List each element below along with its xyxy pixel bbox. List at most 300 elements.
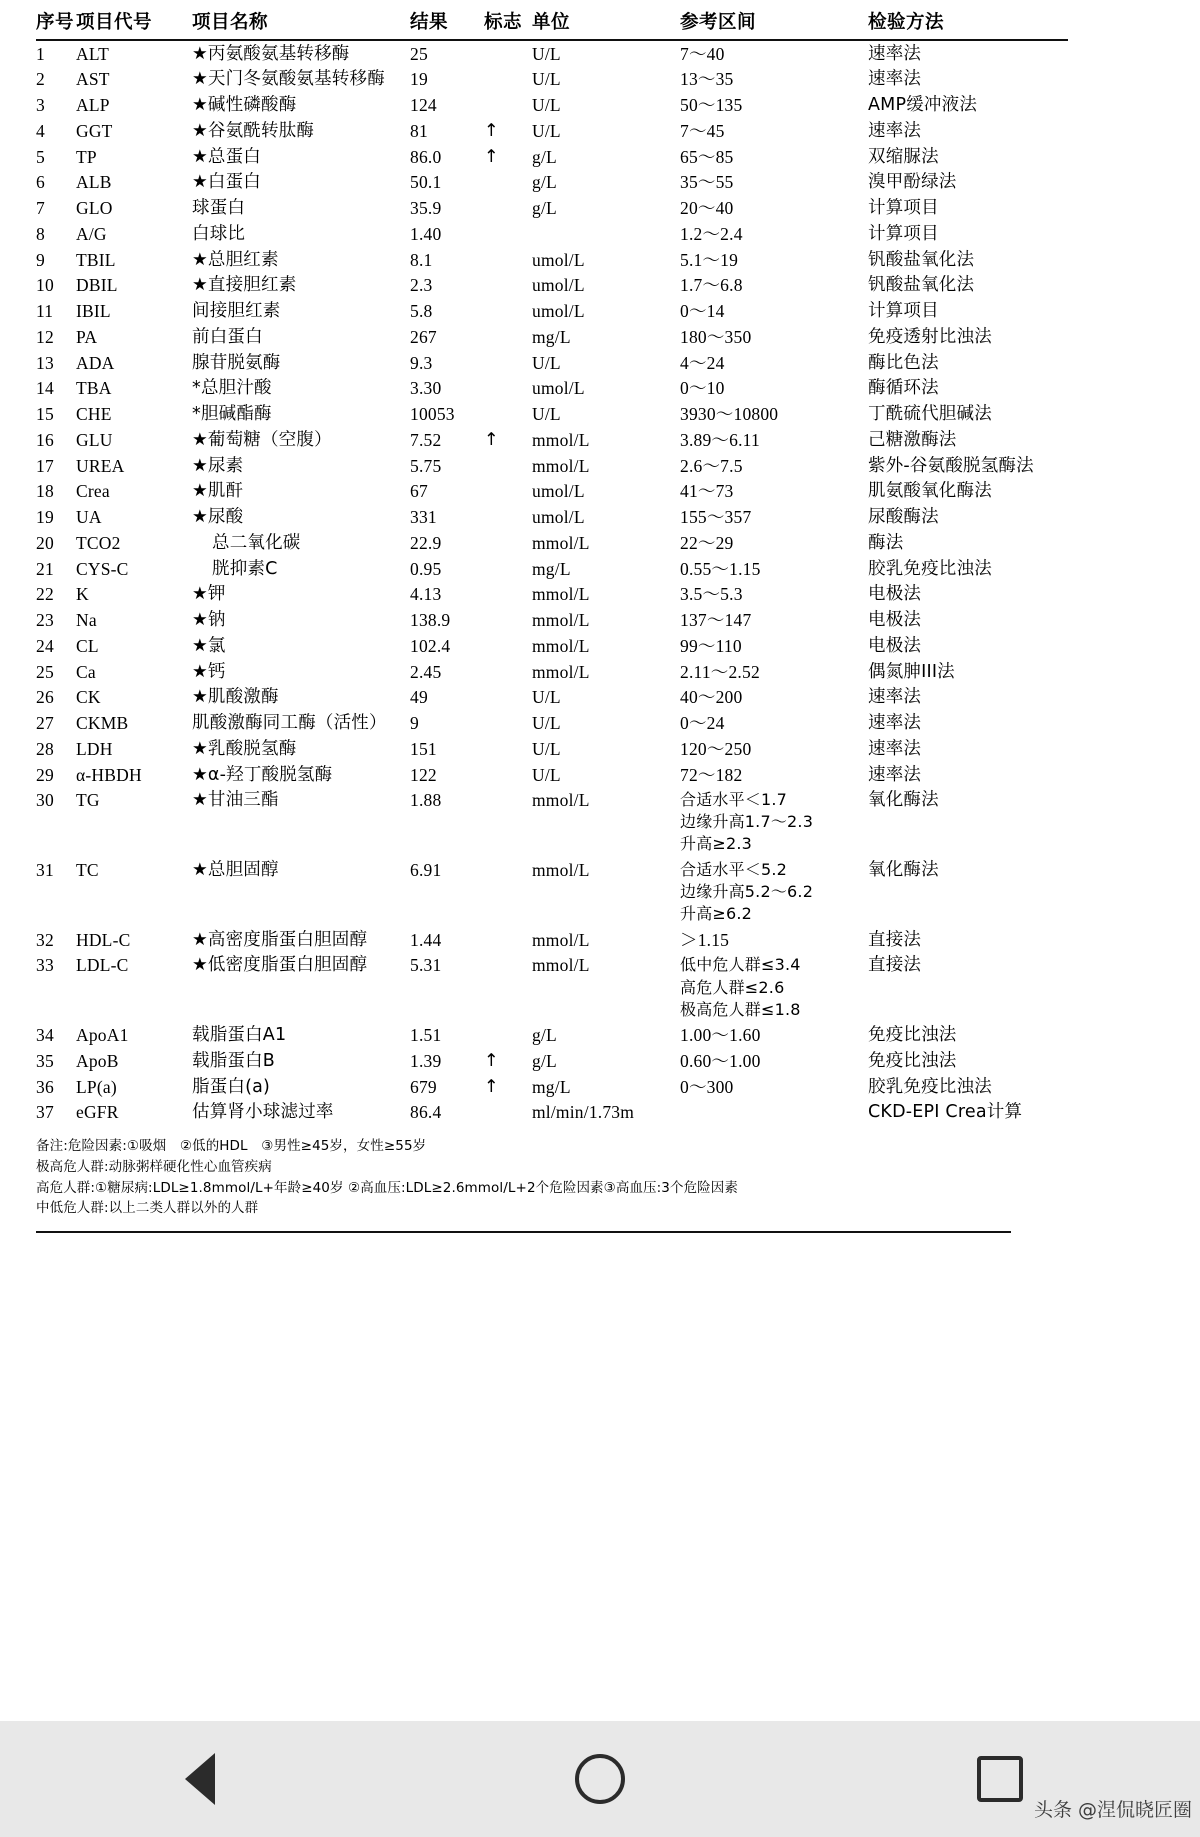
cell-unit: mmol/L bbox=[532, 859, 590, 880]
cell-reference-range: 20～40 bbox=[680, 198, 734, 218]
cell-reference-range: 65～85 bbox=[680, 146, 734, 167]
cell-seq: 36 bbox=[36, 1076, 54, 1097]
cell-code: α-HBDH bbox=[76, 764, 142, 785]
cell-code: PA bbox=[76, 326, 98, 347]
cell-method: 免疫比浊法 bbox=[868, 1050, 957, 1071]
cell-code: LDL-C bbox=[76, 955, 129, 976]
table-row bbox=[36, 1100, 1068, 1126]
cell-seq: 27 bbox=[36, 713, 54, 733]
remark-line-2: 极高危人群:动脉粥样硬化性心血管疾病 bbox=[36, 1158, 272, 1175]
table-row bbox=[36, 556, 1068, 582]
cell-flag: ↑ bbox=[484, 429, 499, 450]
cell-result: 10053 bbox=[410, 404, 455, 424]
cell-code: CYS-C bbox=[76, 558, 129, 579]
col-header-name: 项目名称 bbox=[192, 13, 269, 33]
cell-method: 钒酸盐氧化法 bbox=[868, 249, 975, 270]
cell-result: 138.9 bbox=[410, 610, 451, 630]
table-row bbox=[36, 927, 1068, 953]
cell-method: 计算项目 bbox=[868, 198, 939, 218]
table-row bbox=[36, 1074, 1068, 1100]
cell-flag: ↑ bbox=[484, 1076, 499, 1097]
cell-unit: U/L bbox=[532, 352, 561, 373]
cell-reference-range: 22～29 bbox=[680, 532, 734, 553]
cell-item-name: 球蛋白 bbox=[192, 198, 246, 218]
cell-flag bbox=[484, 608, 532, 634]
cell-item-name: ★天门冬氨酸氨基转移酶 bbox=[192, 69, 385, 90]
cell-seq: 17 bbox=[36, 455, 54, 476]
nav-back-button[interactable] bbox=[100, 1753, 300, 1805]
cell-method: 免疫透射比浊法 bbox=[868, 326, 992, 347]
reference-line: 极高危人群≤1.8 bbox=[680, 999, 801, 1019]
reference-line: 升高≥2.3 bbox=[680, 834, 753, 854]
cell-seq: 20 bbox=[36, 532, 54, 553]
cell-result: 81 bbox=[410, 120, 428, 141]
cell-method: 速率法 bbox=[868, 69, 922, 90]
cell-item-name: 胱抑素C bbox=[212, 558, 278, 579]
cell-unit: mmol/L bbox=[532, 455, 590, 476]
cell-unit: g/L bbox=[532, 198, 557, 218]
cell-reference-range: 0.55～1.15 bbox=[680, 558, 761, 579]
cell-flag bbox=[484, 530, 532, 556]
table-row bbox=[36, 67, 1068, 93]
cell-seq: 37 bbox=[36, 1102, 54, 1123]
cell-method: 双缩脲法 bbox=[868, 146, 939, 167]
cell-unit: mmol/L bbox=[532, 661, 590, 682]
cell-item-name: ★钙 bbox=[192, 661, 226, 682]
table-body bbox=[36, 40, 1068, 1126]
cell-method: 胶乳免疫比浊法 bbox=[868, 1076, 992, 1097]
table-row bbox=[36, 247, 1068, 273]
cell-method: 速率法 bbox=[868, 43, 922, 64]
cell-result: 6.91 bbox=[410, 859, 442, 880]
cell-reference-range: 0.60～1.00 bbox=[680, 1050, 761, 1071]
cell-unit: U/L bbox=[532, 404, 561, 424]
cell-item-name: ★α-羟丁酸脱氢酶 bbox=[192, 764, 333, 785]
cell-result: 2.3 bbox=[410, 275, 433, 296]
table-row bbox=[36, 350, 1068, 376]
table-row bbox=[36, 118, 1068, 144]
table-row bbox=[36, 1048, 1068, 1074]
cell-method: 酶比色法 bbox=[868, 352, 939, 373]
cell-reference-range: 13～35 bbox=[680, 69, 734, 90]
cell-reference-range: 3.89～6.11 bbox=[680, 429, 760, 450]
cell-method: 胶乳免疫比浊法 bbox=[868, 558, 992, 579]
cell-flag bbox=[484, 40, 532, 67]
cell-flag bbox=[484, 736, 532, 762]
cell-method: 计算项目 bbox=[868, 223, 939, 244]
back-triangle-icon bbox=[185, 1753, 215, 1805]
cell-seq: 5 bbox=[36, 146, 45, 167]
cell-seq: 8 bbox=[36, 223, 45, 244]
cell-method: AMP缓冲液法 bbox=[868, 95, 978, 115]
col-header-flag: 标志 bbox=[484, 13, 523, 33]
remark-line-1: 备注:危险因素:①吸烟 ②低的HDL ③男性≥45岁，女性≥55岁 bbox=[36, 1137, 427, 1154]
cell-item-name: ★乳酸脱氢酶 bbox=[192, 738, 297, 759]
reference-line: 低中危人群≤3.4 bbox=[680, 955, 801, 975]
cell-flag bbox=[484, 299, 532, 325]
cell-reference-range: 1.00～1.60 bbox=[680, 1025, 761, 1046]
cell-item-name: ★低密度脂蛋白胆固醇 bbox=[192, 955, 368, 976]
cell-flag bbox=[484, 762, 532, 788]
table-row bbox=[36, 324, 1068, 350]
cell-seq: 29 bbox=[36, 764, 54, 785]
cell-result: 19 bbox=[410, 69, 428, 90]
cell-reference-range: 1.7～6.8 bbox=[680, 275, 743, 296]
cell-reference-range: 35～55 bbox=[680, 172, 734, 193]
cell-item-name: ★肌酐 bbox=[192, 481, 244, 502]
cell-unit: g/L bbox=[532, 172, 557, 193]
cell-flag bbox=[484, 711, 532, 737]
cell-flag bbox=[484, 196, 532, 222]
cell-seq: 1 bbox=[36, 43, 45, 64]
cell-unit: mmol/L bbox=[532, 429, 590, 450]
cell-method: 电极法 bbox=[868, 635, 922, 656]
cell-code: TG bbox=[76, 790, 100, 811]
table-row bbox=[36, 170, 1068, 196]
cell-unit: U/L bbox=[532, 43, 561, 64]
cell-code: DBIL bbox=[76, 275, 118, 296]
cell-reference-range: 5.1～19 bbox=[680, 249, 739, 270]
cell-seq: 18 bbox=[36, 481, 54, 502]
cell-method: 己糖激酶法 bbox=[868, 429, 957, 450]
cell-result: 25 bbox=[410, 43, 428, 64]
cell-reference-range: 3.5～5.3 bbox=[680, 584, 743, 605]
cell-result: 86.4 bbox=[410, 1102, 442, 1123]
table-row bbox=[36, 530, 1068, 556]
cell-seq: 11 bbox=[36, 301, 54, 321]
cell-code: ADA bbox=[76, 352, 115, 373]
cell-seq: 32 bbox=[36, 929, 54, 950]
cell-item-name: 总二氧化碳 bbox=[212, 532, 301, 553]
cell-method: 速率法 bbox=[868, 713, 922, 733]
remarks-block bbox=[36, 1136, 996, 1220]
cell-code: IBIL bbox=[76, 301, 111, 321]
cell-code: A/G bbox=[76, 223, 107, 244]
cell-item-name: 载脂蛋白A1 bbox=[192, 1025, 287, 1046]
cell-item-name: ★甘油三酯 bbox=[192, 790, 279, 811]
cell-item-name: 估算肾小球滤过率 bbox=[192, 1102, 334, 1123]
col-header-seq: 序号 bbox=[36, 13, 75, 33]
cell-reference-range: 72～182 bbox=[680, 764, 743, 785]
cell-method: 速率法 bbox=[868, 764, 922, 785]
cell-method: 速率法 bbox=[868, 687, 922, 708]
cell-result: 1.40 bbox=[410, 223, 442, 244]
table-row bbox=[36, 711, 1068, 737]
cell-reference-range: 50～135 bbox=[680, 95, 743, 115]
cell-flag bbox=[484, 1100, 532, 1126]
cell-code: Na bbox=[76, 610, 97, 630]
cell-seq: 22 bbox=[36, 584, 54, 605]
col-header-code: 项目代号 bbox=[76, 13, 153, 33]
cell-seq: 15 bbox=[36, 404, 54, 424]
recent-square-icon bbox=[977, 1756, 1023, 1802]
cell-seq: 33 bbox=[36, 955, 54, 976]
cell-method: 电极法 bbox=[868, 584, 922, 605]
cell-method: 偶氮胂III法 bbox=[868, 661, 955, 682]
cell-result: 9 bbox=[410, 713, 419, 733]
cell-item-name: ★白蛋白 bbox=[192, 172, 261, 193]
cell-flag bbox=[484, 788, 532, 858]
cell-flag bbox=[484, 582, 532, 608]
cell-seq: 9 bbox=[36, 249, 45, 270]
cell-reference-range: 2.6～7.5 bbox=[680, 455, 743, 476]
blank-area bbox=[0, 1245, 1200, 1721]
home-circle-icon bbox=[575, 1754, 625, 1804]
table-row bbox=[36, 427, 1068, 453]
cell-seq: 24 bbox=[36, 635, 54, 656]
cell-unit: U/L bbox=[532, 69, 561, 90]
table-row bbox=[36, 659, 1068, 685]
cell-seq: 10 bbox=[36, 275, 54, 296]
cell-seq: 21 bbox=[36, 558, 54, 579]
cell-reference-range bbox=[680, 857, 868, 927]
cell-unit: umol/L bbox=[532, 507, 585, 527]
cell-result: 267 bbox=[410, 326, 437, 347]
cell-result: 49 bbox=[410, 687, 428, 708]
android-navigation-bar[interactable] bbox=[0, 1721, 1200, 1837]
cell-item-name: 白球比 bbox=[192, 223, 246, 244]
cell-seq: 19 bbox=[36, 507, 54, 527]
nav-home-button[interactable] bbox=[500, 1754, 700, 1804]
lab-results-table bbox=[36, 0, 1068, 1126]
cell-code: HDL-C bbox=[76, 929, 131, 950]
cell-reference-range: 0～24 bbox=[680, 713, 725, 733]
cell-unit: g/L bbox=[532, 146, 557, 167]
cell-method: CKD-EPI Crea计算 bbox=[868, 1102, 1023, 1123]
cell-seq: 23 bbox=[36, 610, 54, 630]
cell-result: 3.30 bbox=[410, 378, 442, 399]
cell-code: CHE bbox=[76, 404, 112, 424]
cell-flag bbox=[484, 505, 532, 531]
cell-item-name: ★尿素 bbox=[192, 455, 244, 476]
cell-code: CKMB bbox=[76, 713, 129, 733]
cell-reference-range: 2.11～2.52 bbox=[680, 661, 760, 682]
col-header-method: 检验方法 bbox=[868, 13, 945, 33]
reference-line: 合适水平＜1.7 bbox=[680, 790, 788, 810]
cell-method: 钒酸盐氧化法 bbox=[868, 275, 975, 296]
cell-method: 电极法 bbox=[868, 610, 922, 630]
table-row bbox=[36, 273, 1068, 299]
table-row bbox=[36, 633, 1068, 659]
report-sheet bbox=[36, 0, 1036, 1348]
cell-method: 尿酸酶法 bbox=[868, 507, 939, 527]
cell-reference-range: 155～357 bbox=[680, 507, 752, 527]
cell-code: TBA bbox=[76, 378, 112, 399]
table-row bbox=[36, 857, 1068, 927]
cell-reference-range: 40～200 bbox=[680, 687, 743, 708]
col-header-ref: 参考区间 bbox=[680, 13, 757, 33]
table-header bbox=[36, 0, 1068, 40]
cell-code: UREA bbox=[76, 455, 125, 476]
cell-unit: mmol/L bbox=[532, 929, 590, 950]
table-row bbox=[36, 196, 1068, 222]
table-row bbox=[36, 40, 1068, 67]
cell-item-name: ★高密度脂蛋白胆固醇 bbox=[192, 929, 368, 950]
cell-result: 8.1 bbox=[410, 249, 433, 270]
table-row bbox=[36, 953, 1068, 1023]
cell-unit: U/L bbox=[532, 764, 561, 785]
cell-item-name: ★氯 bbox=[192, 635, 226, 656]
cell-result: 4.13 bbox=[410, 584, 442, 605]
cell-seq: 35 bbox=[36, 1050, 54, 1071]
table-row bbox=[36, 221, 1068, 247]
cell-unit: U/L bbox=[532, 687, 561, 708]
cell-seq: 2 bbox=[36, 69, 45, 90]
cell-reference-range: 7～45 bbox=[680, 120, 725, 141]
cell-result: 0.95 bbox=[410, 558, 442, 579]
cell-result: 5.75 bbox=[410, 455, 442, 476]
cell-reference-range bbox=[680, 788, 868, 858]
cell-result: 2.45 bbox=[410, 661, 442, 682]
cell-seq: 4 bbox=[36, 120, 45, 141]
cell-seq: 31 bbox=[36, 859, 54, 880]
cell-item-name: *总胆汁酸 bbox=[192, 378, 272, 399]
cell-flag bbox=[484, 170, 532, 196]
table-row bbox=[36, 402, 1068, 428]
cell-method: 酶法 bbox=[868, 532, 904, 553]
cell-flag bbox=[484, 1023, 532, 1049]
cell-item-name: ★直接胆红素 bbox=[192, 275, 297, 296]
cell-unit: mg/L bbox=[532, 326, 571, 347]
cell-unit: mmol/L bbox=[532, 790, 590, 811]
cell-code: ALP bbox=[76, 95, 110, 115]
cell-unit bbox=[532, 221, 680, 247]
cell-flag bbox=[484, 273, 532, 299]
cell-method: 氧化酶法 bbox=[868, 859, 939, 880]
cell-flag bbox=[484, 93, 532, 119]
cell-flag: ↑ bbox=[484, 146, 499, 167]
cell-reference-range: ＞1.15 bbox=[680, 929, 730, 950]
cell-item-name: ★尿酸 bbox=[192, 507, 244, 527]
cell-flag bbox=[484, 402, 532, 428]
cell-flag bbox=[484, 953, 532, 1023]
cell-unit: g/L bbox=[532, 1025, 557, 1046]
cell-item-name: ★钠 bbox=[192, 610, 226, 630]
reference-line: 高危人群≤2.6 bbox=[680, 977, 785, 997]
table-row bbox=[36, 788, 1068, 858]
cell-code: Crea bbox=[76, 481, 110, 502]
cell-unit: mmol/L bbox=[532, 584, 590, 605]
cell-result: 1.51 bbox=[410, 1025, 442, 1046]
cell-flag bbox=[484, 927, 532, 953]
table-row bbox=[36, 453, 1068, 479]
cell-code: GLU bbox=[76, 429, 113, 450]
cell-unit: umol/L bbox=[532, 275, 585, 296]
cell-reference-range: 41～73 bbox=[680, 481, 734, 502]
cell-flag bbox=[484, 67, 532, 93]
cell-item-name: 脂蛋白(a) bbox=[192, 1076, 271, 1097]
cell-unit: umol/L bbox=[532, 249, 585, 270]
cell-item-name: ★总蛋白 bbox=[192, 146, 261, 167]
cell-unit: U/L bbox=[532, 738, 561, 759]
cell-code: GGT bbox=[76, 120, 113, 141]
cell-seq: 28 bbox=[36, 738, 54, 759]
cell-flag bbox=[484, 221, 532, 247]
cell-code: LDH bbox=[76, 738, 113, 759]
cell-item-name: ★钾 bbox=[192, 584, 226, 605]
cell-seq: 16 bbox=[36, 429, 54, 450]
cell-method: 直接法 bbox=[868, 929, 922, 950]
cell-item-name: ★丙氨酸氨基转移酶 bbox=[192, 43, 350, 64]
cell-reference-range: 99～110 bbox=[680, 635, 742, 656]
cell-seq: 6 bbox=[36, 172, 45, 193]
cell-unit: umol/L bbox=[532, 301, 585, 321]
cell-reference-range: 180～350 bbox=[680, 326, 752, 347]
cell-method: 紫外-谷氨酸脱氢酶法 bbox=[868, 455, 1034, 476]
cell-code: ALT bbox=[76, 43, 110, 64]
cell-unit: mmol/L bbox=[532, 955, 590, 976]
cell-result: 151 bbox=[410, 738, 437, 759]
cell-code: TC bbox=[76, 859, 99, 880]
cell-code: eGFR bbox=[76, 1102, 119, 1123]
reference-line: 合适水平＜5.2 bbox=[680, 859, 788, 879]
table-row bbox=[36, 479, 1068, 505]
cell-code: TBIL bbox=[76, 249, 116, 270]
cell-flag: ↑ bbox=[484, 120, 499, 141]
cell-seq: 3 bbox=[36, 95, 45, 115]
cell-item-name: ★总胆固醇 bbox=[192, 859, 279, 880]
cell-flag bbox=[484, 350, 532, 376]
cell-flag bbox=[484, 376, 532, 402]
cell-item-name: *胆碱酯酶 bbox=[192, 404, 272, 424]
cell-result: 679 bbox=[410, 1076, 437, 1097]
col-header-result: 结果 bbox=[410, 13, 449, 33]
cell-code: CL bbox=[76, 635, 99, 656]
cell-method: 速率法 bbox=[868, 738, 922, 759]
table-row bbox=[36, 736, 1068, 762]
cell-item-name: ★肌酸激酶 bbox=[192, 687, 279, 708]
cell-unit: mmol/L bbox=[532, 635, 590, 656]
cell-flag bbox=[484, 633, 532, 659]
cell-code: TP bbox=[76, 146, 97, 167]
cell-flag bbox=[484, 659, 532, 685]
cell-reference-range: 0～14 bbox=[680, 301, 725, 321]
reference-line: 边缘升高1.7～2.3 bbox=[680, 812, 814, 832]
cell-code: TCO2 bbox=[76, 532, 121, 553]
table-row bbox=[36, 144, 1068, 170]
cell-method: 计算项目 bbox=[868, 301, 939, 321]
cell-code: ApoA1 bbox=[76, 1025, 129, 1046]
cell-reference-range: 4～24 bbox=[680, 352, 725, 373]
cell-result: 35.9 bbox=[410, 198, 442, 218]
remark-line-4: 中低危人群:以上二类人群以外的人群 bbox=[36, 1200, 259, 1217]
remark-line-3: 高危人群:①糖尿病:LDL≥1.8mmol/L+年龄≥40岁 ②高血压:LDL≥2.6mmol/L+2个危险因素③高血压:3个危险因素 bbox=[36, 1179, 738, 1196]
cell-item-name: 前白蛋白 bbox=[192, 326, 263, 347]
cell-unit: mg/L bbox=[532, 1076, 571, 1097]
cell-result: 102.4 bbox=[410, 635, 451, 656]
table-row bbox=[36, 505, 1068, 531]
cell-unit: ml/min/1.73m bbox=[532, 1102, 635, 1123]
table-row bbox=[36, 762, 1068, 788]
cell-seq: 30 bbox=[36, 790, 54, 811]
cell-reference-range: 7～40 bbox=[680, 43, 725, 64]
reference-line: 边缘升高5.2～6.2 bbox=[680, 882, 814, 902]
cell-unit: U/L bbox=[532, 120, 561, 141]
cell-code: GLO bbox=[76, 198, 113, 218]
cell-result: 1.39 bbox=[410, 1050, 442, 1071]
cell-code: K bbox=[76, 584, 89, 605]
cell-item-name: ★总胆红素 bbox=[192, 249, 279, 270]
cell-reference-range: 3930～10800 bbox=[680, 404, 779, 424]
cell-flag bbox=[484, 247, 532, 273]
cell-code: CK bbox=[76, 687, 101, 708]
cell-flag bbox=[484, 857, 532, 927]
table-row bbox=[36, 608, 1068, 634]
cell-item-name: 间接胆红素 bbox=[192, 301, 281, 321]
table-row bbox=[36, 1023, 1068, 1049]
cell-method: 免疫比浊法 bbox=[868, 1025, 957, 1046]
cell-code: ALB bbox=[76, 172, 112, 193]
